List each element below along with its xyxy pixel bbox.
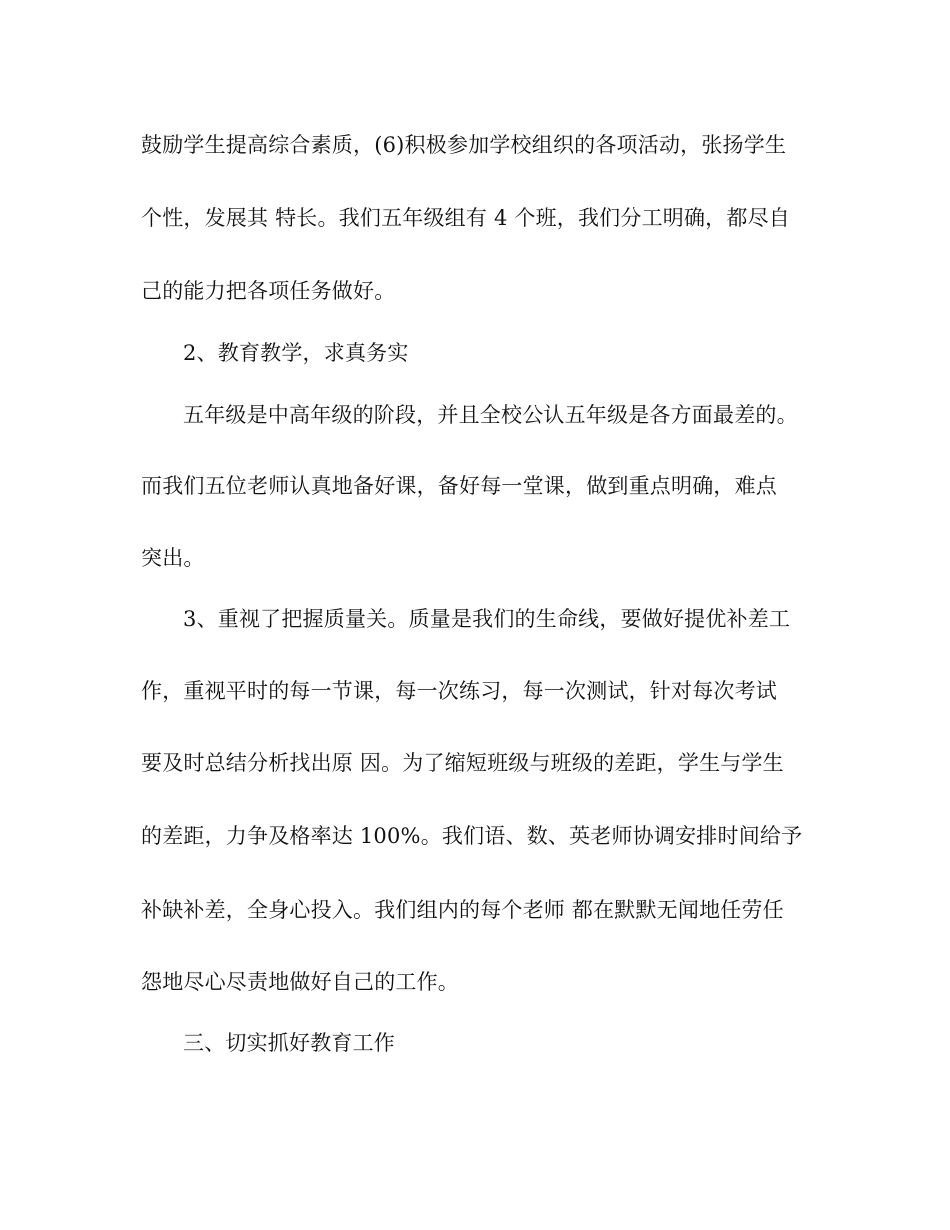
section-heading-2: 2、教育教学，求真务实	[183, 341, 409, 365]
paragraph-line-6: 而我们五位老师认真地备好课，备好每一堂课，做到重点明确，难点	[141, 474, 777, 498]
paragraph-line-13: 怨地尽心尽责地做好自己的工作。	[141, 970, 459, 994]
paragraph-line-10: 要及时总结分析找出原 因。为了缩短班级与班级的差距，学生与学生	[141, 751, 784, 775]
paragraph-line-11: 的差距，力争及格率达 100%。我们语、数、英老师协调安排时间给予	[141, 824, 803, 848]
paragraph-line-9: 作，重视平时的每一节课，每一次练习，每一次测试，针对每次考试	[141, 679, 777, 703]
paragraph-line-1: 鼓励学生提高综合素质，(6)积极参加学校组织的各项活动，张扬学生	[141, 133, 787, 157]
paragraph-line-7: 突出。	[141, 546, 205, 570]
paragraph-line-12: 补缺补差，全身心投入。我们组内的每个老师 都在默默无闻地任劳任	[141, 898, 784, 922]
paragraph-line-3: 己的能力把各项任务做好。	[141, 279, 396, 303]
paragraph-line-8: 3、重视了把握质量关。质量是我们的生命线，要做好提优补差工	[183, 607, 791, 631]
section-heading-3: 三、切实抓好教育工作	[183, 1031, 395, 1055]
paragraph-line-5: 五年级是中高年级的阶段，并且全校公认五年级是各方面最差的。	[183, 403, 798, 427]
paragraph-line-2: 个性，发展其 特长。我们五年级组有 4 个班，我们分工明确，都尽自	[141, 206, 790, 230]
